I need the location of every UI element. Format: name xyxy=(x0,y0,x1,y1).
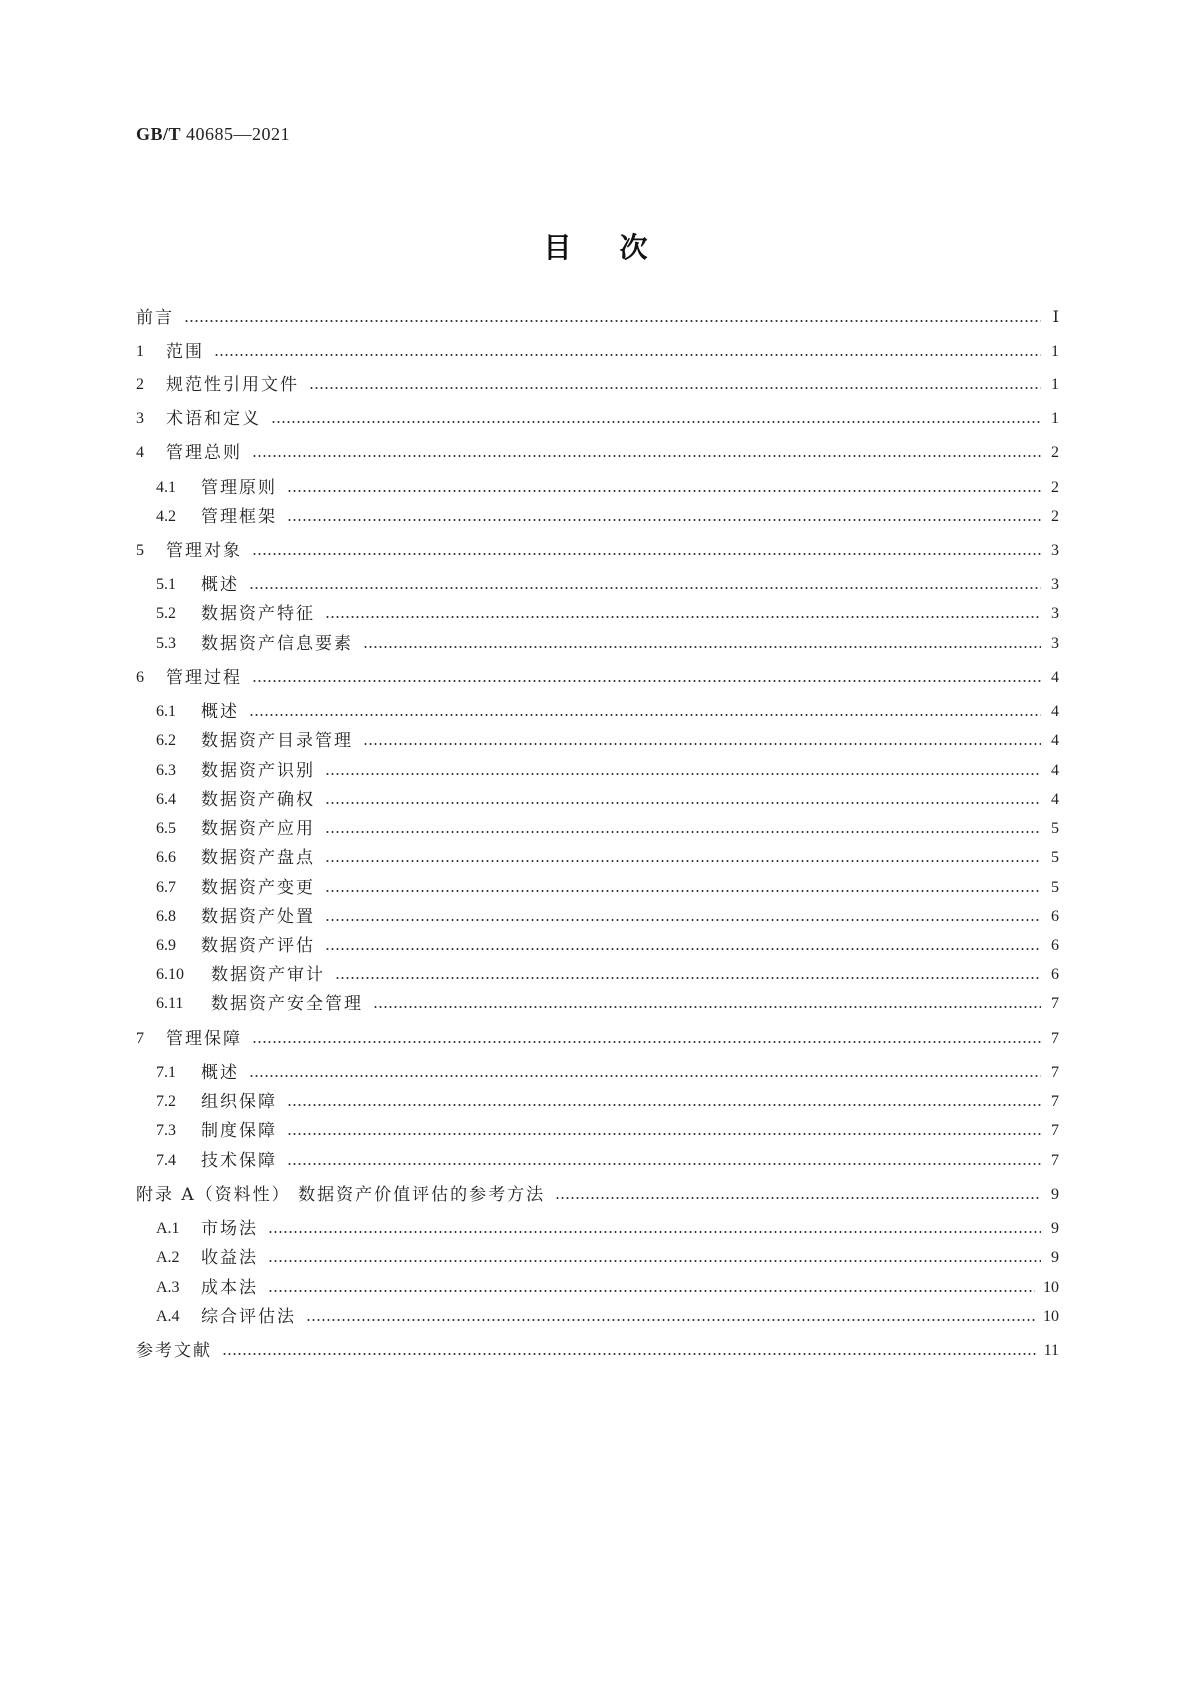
standard-prefix: GB/T xyxy=(136,124,182,144)
toc-entry-page: 7 xyxy=(1051,995,1059,1012)
toc-entry-title: 管理对象 xyxy=(166,541,242,561)
toc-entry-page: 2 xyxy=(1051,444,1059,461)
toc-entry-page: 7 xyxy=(1051,1064,1059,1081)
toc-entry-title: 市场法 xyxy=(201,1219,258,1239)
toc-entry-page: 1 xyxy=(1051,410,1059,427)
toc-entry-number: 2 xyxy=(136,376,144,393)
toc-entry-title: 范围 xyxy=(166,342,204,362)
dot-leader xyxy=(287,1089,1041,1115)
toc-entry-number: A.4 xyxy=(156,1308,180,1325)
dot-leader xyxy=(325,845,1041,871)
dot-leader xyxy=(363,728,1041,754)
dot-leader xyxy=(287,1148,1041,1174)
toc-entry-number: 7.2 xyxy=(156,1093,176,1110)
toc-entry-number: 6.6 xyxy=(156,849,176,866)
toc-entry[interactable] xyxy=(136,665,1059,691)
toc-entry[interactable] xyxy=(156,601,1059,627)
toc-entry-number: 6.11 xyxy=(156,995,184,1012)
toc-entry[interactable] xyxy=(156,699,1059,725)
toc-entry-title: 数据资产确权 xyxy=(201,790,315,810)
toc-entry[interactable] xyxy=(156,904,1059,930)
toc-entry[interactable] xyxy=(156,1118,1059,1144)
toc-entry-number: 6.10 xyxy=(156,966,184,983)
toc-entry-title: 概述 xyxy=(201,702,239,722)
toc-entry-page: 6 xyxy=(1051,908,1059,925)
toc-entry-page: 9 xyxy=(1051,1186,1059,1203)
dot-leader xyxy=(325,787,1041,813)
toc-entry-page: 5 xyxy=(1051,820,1059,837)
dot-leader xyxy=(268,1245,1041,1271)
toc-entry-number: 7 xyxy=(136,1030,144,1047)
toc-entry-number: 6 xyxy=(136,669,144,686)
toc-entry[interactable] xyxy=(156,758,1059,784)
toc-entry-page: 3 xyxy=(1051,542,1059,559)
toc-entry[interactable] xyxy=(136,406,1059,432)
toc-entry-page: 4 xyxy=(1051,732,1059,749)
toc-entry-title: 参考文献 xyxy=(136,1341,212,1361)
toc-entry[interactable] xyxy=(156,1148,1059,1174)
toc-entry-number: 3 xyxy=(136,410,144,427)
dot-leader xyxy=(325,758,1041,784)
toc-entry-page: 3 xyxy=(1051,576,1059,593)
toc-entry-title: 数据资产处置 xyxy=(201,907,315,927)
toc-entry-number: 5.2 xyxy=(156,605,176,622)
toc-entry-page: 3 xyxy=(1051,605,1059,622)
toc-entry-number: 6.8 xyxy=(156,908,176,925)
dot-leader xyxy=(325,816,1041,842)
toc-entry-title: 附录 A（资料性） 数据资产价值评估的参考方法 xyxy=(136,1185,546,1205)
toc-entry[interactable] xyxy=(156,962,1059,988)
toc-entry-page: 9 xyxy=(1051,1220,1059,1237)
toc-entry[interactable] xyxy=(156,1304,1059,1330)
dot-leader xyxy=(287,475,1041,501)
toc-entry-page: 6 xyxy=(1051,937,1059,954)
toc-entry-number: 6.3 xyxy=(156,762,176,779)
toc-entry-number: 5.1 xyxy=(156,576,176,593)
toc-entry-number: A.2 xyxy=(156,1249,180,1266)
toc-entry[interactable] xyxy=(136,440,1059,466)
toc-entry[interactable] xyxy=(156,1275,1059,1301)
toc-entry[interactable] xyxy=(156,631,1059,657)
dot-leader xyxy=(268,1275,1035,1301)
toc-entry-number: 7.1 xyxy=(156,1064,176,1081)
dot-leader xyxy=(325,904,1041,930)
toc-entry-page: 9 xyxy=(1051,1249,1059,1266)
toc-entry-page: 6 xyxy=(1051,966,1059,983)
toc-entry-page: 5 xyxy=(1051,849,1059,866)
toc-entry-number: 6.1 xyxy=(156,703,176,720)
toc-entry-page: 10 xyxy=(1043,1279,1059,1296)
toc-entry-title: 术语和定义 xyxy=(166,409,261,429)
toc-entry-page: 5 xyxy=(1051,879,1059,896)
toc-entry[interactable] xyxy=(156,933,1059,959)
toc-entry-page: 3 xyxy=(1051,635,1059,652)
toc-entry[interactable] xyxy=(136,538,1059,564)
toc-entry-page: 7 xyxy=(1051,1152,1059,1169)
dot-leader xyxy=(252,1026,1041,1052)
dot-leader xyxy=(222,1338,1036,1364)
toc-entry-title: 概述 xyxy=(201,575,239,595)
dot-leader xyxy=(325,933,1041,959)
dot-leader xyxy=(363,631,1041,657)
toc-entry-title: 管理框架 xyxy=(201,507,277,527)
toc-entry-title: 数据资产评估 xyxy=(201,936,315,956)
toc-entry[interactable] xyxy=(136,372,1059,398)
dot-leader xyxy=(555,1182,1041,1208)
toc-entry-page: 4 xyxy=(1051,703,1059,720)
toc-entry-number: 5.3 xyxy=(156,635,176,652)
toc-entry-page: 1 xyxy=(1051,343,1059,360)
toc-entry-page: 4 xyxy=(1051,791,1059,808)
toc-entry-title: 数据资产变更 xyxy=(201,878,315,898)
toc-entry-title: 组织保障 xyxy=(201,1092,277,1112)
dot-leader xyxy=(249,1060,1041,1086)
dot-leader xyxy=(287,1118,1041,1144)
toc-entry-title: 数据资产盘点 xyxy=(201,848,315,868)
toc-entry[interactable] xyxy=(136,1026,1059,1052)
dot-leader xyxy=(325,601,1041,627)
dot-leader xyxy=(268,1216,1041,1242)
toc-entry-title: 数据资产目录管理 xyxy=(201,731,353,751)
toc-entry-page: 7 xyxy=(1051,1122,1059,1139)
toc-entry-title: 概述 xyxy=(201,1063,239,1083)
dot-leader xyxy=(249,572,1041,598)
dot-leader xyxy=(252,538,1041,564)
toc-entry-title: 数据资产信息要素 xyxy=(201,634,353,654)
toc-entry[interactable] xyxy=(156,504,1059,530)
toc-entry-title: 前言 xyxy=(136,308,174,328)
dot-leader xyxy=(249,699,1041,725)
dot-leader xyxy=(252,440,1041,466)
toc-entry[interactable] xyxy=(156,572,1059,598)
toc-entry[interactable] xyxy=(156,991,1059,1017)
dot-leader xyxy=(373,991,1041,1017)
toc-entry[interactable] xyxy=(136,1338,1059,1364)
toc-entry-page: 4 xyxy=(1051,669,1059,686)
toc-entry-title: 数据资产识别 xyxy=(201,761,315,781)
standard-number: 40685—2021 xyxy=(186,124,291,144)
toc-entry[interactable] xyxy=(156,1060,1059,1086)
toc-entry[interactable] xyxy=(156,787,1059,813)
toc-entry-page: 1 xyxy=(1051,376,1059,393)
page-title: 目次 xyxy=(543,231,696,264)
toc-entry[interactable] xyxy=(136,305,1059,331)
dot-leader xyxy=(271,406,1041,432)
toc-entry-page: 11 xyxy=(1043,1342,1059,1359)
toc-entry[interactable] xyxy=(156,1089,1059,1115)
toc-entry[interactable] xyxy=(156,728,1059,754)
toc-entry-title: 成本法 xyxy=(201,1278,258,1298)
toc-entry-title: 管理过程 xyxy=(166,668,242,688)
toc-entry-page: 2 xyxy=(1051,479,1059,496)
toc-entry-title: 收益法 xyxy=(201,1248,258,1268)
toc-entry[interactable] xyxy=(136,339,1059,365)
toc-entry-title: 规范性引用文件 xyxy=(166,375,299,395)
toc-entry[interactable] xyxy=(156,475,1059,501)
toc-entry-number: 6.2 xyxy=(156,732,176,749)
toc-entry-page: 7 xyxy=(1051,1030,1059,1047)
toc-entry-title: 数据资产安全管理 xyxy=(211,994,363,1014)
toc-entry-title: 制度保障 xyxy=(201,1121,277,1141)
dot-leader xyxy=(214,339,1041,365)
dot-leader xyxy=(306,1304,1035,1330)
dot-leader xyxy=(309,372,1041,398)
toc-entry-title: 综合评估法 xyxy=(201,1307,296,1327)
toc-entry-page: 4 xyxy=(1051,762,1059,779)
toc-entry-title: 技术保障 xyxy=(201,1151,277,1171)
toc-entry[interactable] xyxy=(156,816,1059,842)
toc-entry-number: 6.4 xyxy=(156,791,176,808)
toc-entry-title: 数据资产审计 xyxy=(211,965,325,985)
toc-entry-title: 管理保障 xyxy=(166,1029,242,1049)
toc-entry-title: 管理总则 xyxy=(166,443,242,463)
toc-entry-page: 2 xyxy=(1051,508,1059,525)
toc-entry-number: 4.2 xyxy=(156,508,176,525)
toc-entry[interactable] xyxy=(156,1245,1059,1271)
toc-entry-page: 10 xyxy=(1043,1308,1059,1325)
toc-entry-number: 7.3 xyxy=(156,1122,176,1139)
toc-entry[interactable] xyxy=(156,875,1059,901)
standard-code xyxy=(136,124,290,145)
toc-entry-number: 1 xyxy=(136,343,144,360)
toc-entry-title: 管理原则 xyxy=(201,478,277,498)
dot-leader xyxy=(252,665,1041,691)
toc-entry-number: 4.1 xyxy=(156,479,176,496)
toc-entry-number: 6.7 xyxy=(156,879,176,896)
toc-entry-number: 5 xyxy=(136,542,144,559)
toc-entry[interactable] xyxy=(156,1216,1059,1242)
toc-entry-number: 4 xyxy=(136,444,144,461)
toc-entry[interactable] xyxy=(136,1182,1059,1208)
toc-entry-page: 7 xyxy=(1051,1093,1059,1110)
toc-entry-number: A.1 xyxy=(156,1220,180,1237)
toc-entry[interactable] xyxy=(156,845,1059,871)
dot-leader xyxy=(184,305,1041,331)
toc-entry-number: 6.5 xyxy=(156,820,176,837)
dot-leader xyxy=(335,962,1041,988)
toc-entry-number: 6.9 xyxy=(156,937,176,954)
dot-leader xyxy=(325,875,1041,901)
toc-entry-title: 数据资产应用 xyxy=(201,819,315,839)
toc-entry-number: 7.4 xyxy=(156,1152,176,1169)
toc-entry-title: 数据资产特征 xyxy=(201,604,315,624)
dot-leader xyxy=(287,504,1041,530)
toc-entry-number: A.3 xyxy=(156,1279,180,1296)
toc-entry-page: Ⅰ xyxy=(1052,309,1059,326)
